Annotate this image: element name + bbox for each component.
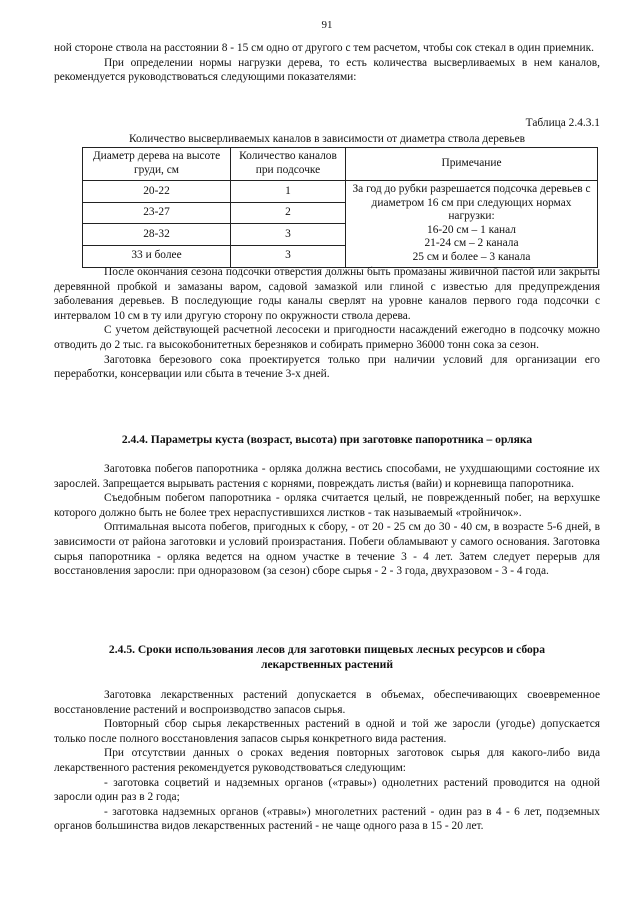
- paragraph: Повторный сбор сырья лекарственных растений в одной и той же заросли (угодье) допускается только после полного восстановления запасов сырья конкретного вида растения.: [54, 718, 600, 745]
- cell-channels: 3: [231, 245, 346, 267]
- paragraph: Заготовка лекарственных растений допускается в объемах, обеспечивающих своевременное восстановление растений и воспроизводство запасов сырья.: [54, 689, 600, 716]
- section-heading-2-4-4: 2.4.4. Параметры куста (возраст, высота) при заготовке папоротника – орляка: [121, 433, 533, 446]
- paragraph: - заготовка надземных органов («травы») многолетних растений - один раз в 4 - 6 лет, подземных органов большинства видов лекарственных растений - не чаще одного раза в 15 - 20 лет.: [54, 805, 600, 833]
- table-row: [83, 181, 598, 203]
- table-header-row: [83, 148, 598, 181]
- cell-channels: 3: [231, 224, 346, 246]
- section-heading-line: лекарственных растений: [260, 657, 394, 671]
- cell-diameter: 23-27: [83, 202, 231, 224]
- note-line: 21-24 см – 2 канала: [424, 237, 519, 250]
- cell-diameter: 28-32: [83, 224, 231, 246]
- paragraph: - заготовка соцветий и надземных органов («травы») однолетних растений проводится на одной заросли один раз в 2 года;: [54, 776, 600, 804]
- cell-diameter: 33 и более: [83, 245, 231, 267]
- page-number: 91: [321, 19, 333, 31]
- section-heading-2-4-5: [54, 643, 600, 672]
- table-caption: Таблица 2.4.3.1: [525, 117, 600, 129]
- after-table-block: [54, 265, 600, 382]
- paragraph: При отсутствии данных о сроках ведения повторных заготовок сырья для какого-либо вида лекарственного растения рекомендуется руководствоваться следующим:: [54, 747, 600, 774]
- header-channels: Количество каналов при подсочке: [231, 148, 346, 181]
- paragraph: ной стороне ствола на расстоянии 8 - 15 см одно от другого с тем расчетом, чтобы сок стекал в один приемник.: [54, 42, 595, 54]
- note-line: 16-20 см – 1 канал: [427, 223, 516, 236]
- note-line: 25 см и более – 3 канала: [412, 250, 531, 263]
- cell-channels: 2: [231, 202, 346, 224]
- cell-diameter: 20-22: [83, 181, 231, 203]
- paragraph: С учетом действующей расчетной лесосеки и пригодности насаждений ежегодно в подсочку можно отводить до 2 тыс. га высокобонитетных березняков и собирать примерно 36000 тонн сока за сезон.: [54, 324, 600, 351]
- cell-note: [346, 181, 598, 268]
- section-2-4-5-body: [54, 688, 600, 834]
- paragraph: После окончания сезона подсочки отверстия должны быть промазаны живичной пастой или закрыты деревянной пробкой и замазаны варом, садовой замазкой или глиной с известью для предупреждения заболевания деревьев. В последующие годы каналы сверлят на уровне каналов первого года подсочки с интервалом 10 см в ту или другую сторону по окружности ствола дерева.: [54, 266, 600, 322]
- note-line: За год до рубки разрешается подсочка деревьев с диаметром 16 см при следующих нормах нагрузки:: [352, 183, 591, 223]
- header-diameter: Диаметр дерева на высоте груди, см: [83, 148, 231, 181]
- table-title: Количество высверливаемых каналов в зависимости от диаметра ствола деревьев: [128, 133, 526, 145]
- paragraph: Заготовка березового сока проектируется только при наличии условий для организации его переработки, консервации или сбыта в течение 3-х дней.: [54, 353, 600, 381]
- intro-block: [54, 41, 600, 85]
- paragraph: Заготовка побегов папоротника - орляка должна вестись способами, не ухудшающими состояние их зарослей. Запрещается вырывать растения с корнями, повреждать листья (вайи) и корневища папоротника.: [54, 463, 600, 490]
- cell-channels: 1: [231, 181, 346, 203]
- section-2-4-4-body: [54, 462, 600, 579]
- section-heading-line: 2.4.5. Сроки использования лесов для заготовки пищевых лесных ресурсов и сбора: [108, 643, 546, 656]
- paragraph: Съедобным побегом папоротника - орляка считается целый, не поврежденный побег, на верхушке которого должно быть не более трех нераспустившихся листков - так называемый «тройничок».: [54, 492, 600, 519]
- channels-table: [82, 147, 598, 268]
- paragraph: Оптимальная высота побегов, пригодных к сбору, - от 20 - 25 см до 30 - 40 см, в возрасте 5-6 дней, в зависимости от района заготовки и условий произрастания. Побеги обламывают у самого основания. Заготовка сырья папоротника - орляка ведется на одном участке в течение 3 - 4 лет. Затем следует перерыв для восстановления заросли: при одноразовом (за сезон) сборе сырья - 2 - 3 года, двухразовом - 3 - 4 года.: [54, 521, 600, 578]
- paragraph: При определении нормы нагрузки дерева, то есть количества высверливаемых в нем каналов, рекомендуется руководствоваться следующими показателями:: [54, 56, 600, 84]
- header-note: Примечание: [346, 148, 598, 181]
